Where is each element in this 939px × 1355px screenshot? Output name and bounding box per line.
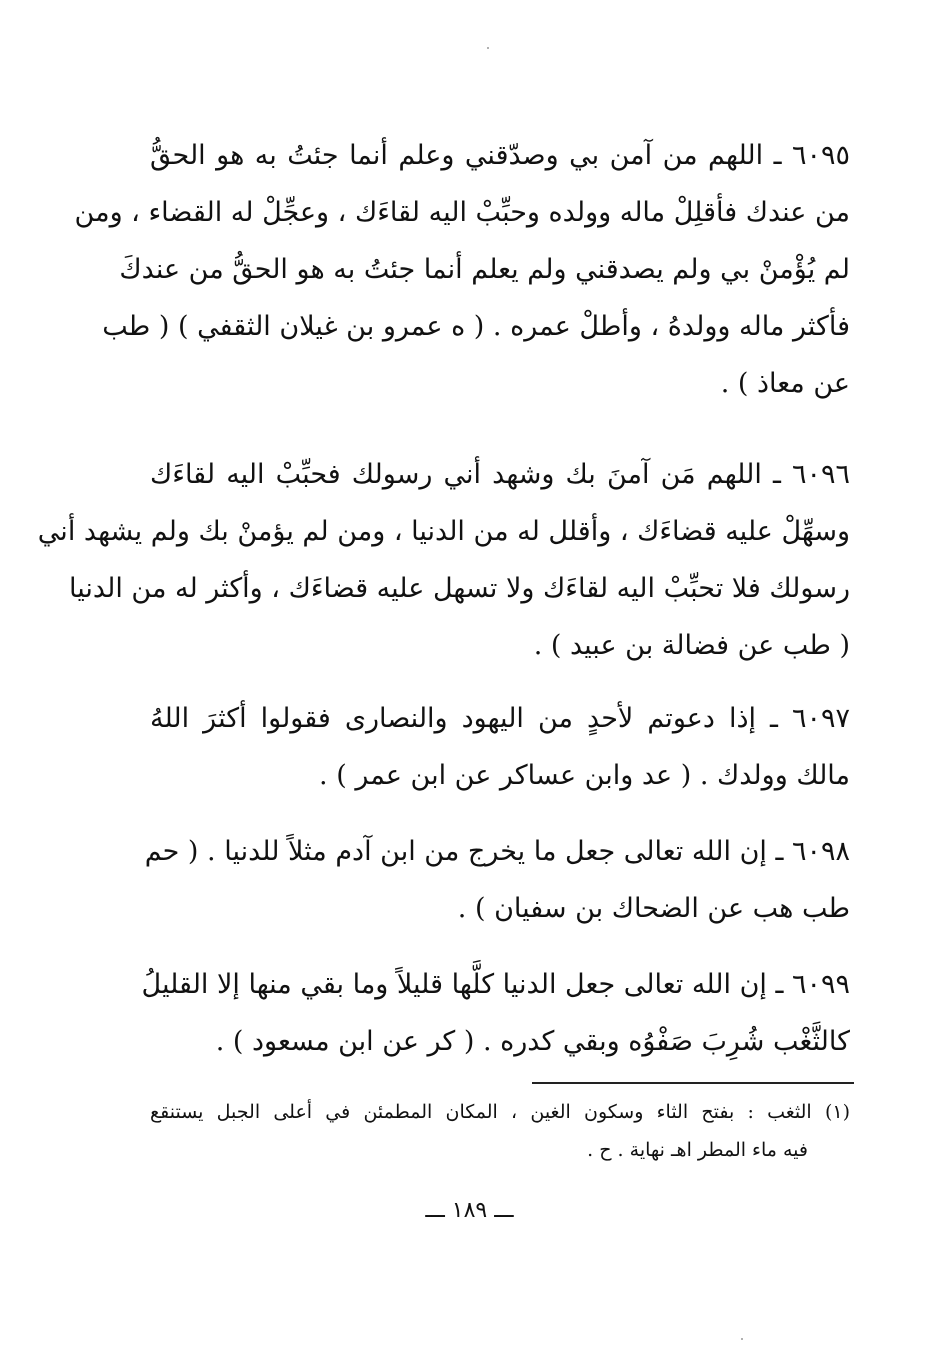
hadith-entry-6099 [141,956,850,1070]
entry-line: ( طب عن فضالة بن عبيد ) . [533,630,850,661]
hadith-entry-6095 [74,127,850,412]
entry-line: ٦٠٩٧ ـ إذا دعوتم لأحدٍ من اليهود والنصارى فقولوا أكثرَ اللهُ [150,703,850,734]
entry-line: فأكثر ماله وولدهُ ، وأطلْ عمره . ( ه عمرو بن غيلان الثقفي ) ( طب [102,311,850,342]
footnote-separator [532,1082,854,1084]
entry-line: ٦٠٩٥ ـ اللهم من آمن بي وصدّقني وعلم أنما جئتُ به هو الحقُّ [150,140,850,171]
entry-line: وسهِّلْ عليه قضاءَك ، وأقلل له من الدنيا ، ومن لم يؤمنْ بك ولم يشهد أني [37,516,850,547]
footnote [150,1093,850,1169]
hadith-entry-6097 [150,690,850,804]
entry-line: طب هب عن الضحاك بن سفيان ) . [457,893,850,924]
entry-line: رسولك فلا تحبِّبْ اليه لقاءَك ولا تسهل عليه قضاءَك ، وأكثر له من الدنيا [69,573,850,604]
entry-line: لم يُؤْمنْ بي ولم يصدقني ولم يعلم أنما جئتُ به هو الحقُّ من عندكَ [119,254,850,285]
scan-speck [741,1338,743,1340]
entry-line: عن معاذ ) . [720,368,850,399]
hadith-entry-6096 [37,446,850,674]
page-number: ـــ ١٨٩ ـــ [425,1198,514,1223]
footnote-line: فيه ماء المطر اهـ نهاية . ح . [587,1139,808,1161]
hadith-entry-6098 [144,823,850,937]
entry-line: ٦٠٩٨ ـ إن الله تعالى جعل ما يخرج من ابن آدم مثلاً للدنيا . ( حم [144,836,850,867]
entry-line: كالثَّغْب شُرِبَ صَفْوُه وبقي كدره . ( كر عن ابن مسعود ) . [215,1026,850,1057]
footnote-line: (١) الثغب : بفتح الثاء وسكون الغين ، المكان المطمئن في أعلى الجبل يستنقع [150,1101,850,1123]
entry-line: ٦٠٩٩ ـ إن الله تعالى جعل الدنيا كلَّها قليلاً وما بقي منها إلا القليلُ [141,969,850,1000]
entry-line: مالك وولدك . ( عد وابن عساكر عن ابن عمر ) . [319,760,850,791]
entry-line: من عندك فأقلِلْ ماله وولده وحبِّبْ اليه لقاءَك ، وعجِّلْ له القضاء ، ومن [74,197,850,228]
scan-speck [487,47,489,49]
entry-line: ٦٠٩٦ ـ اللهم مَن آمنَ بك وشهد أني رسولك فحبِّبْ اليه لقاءَك [150,459,850,490]
